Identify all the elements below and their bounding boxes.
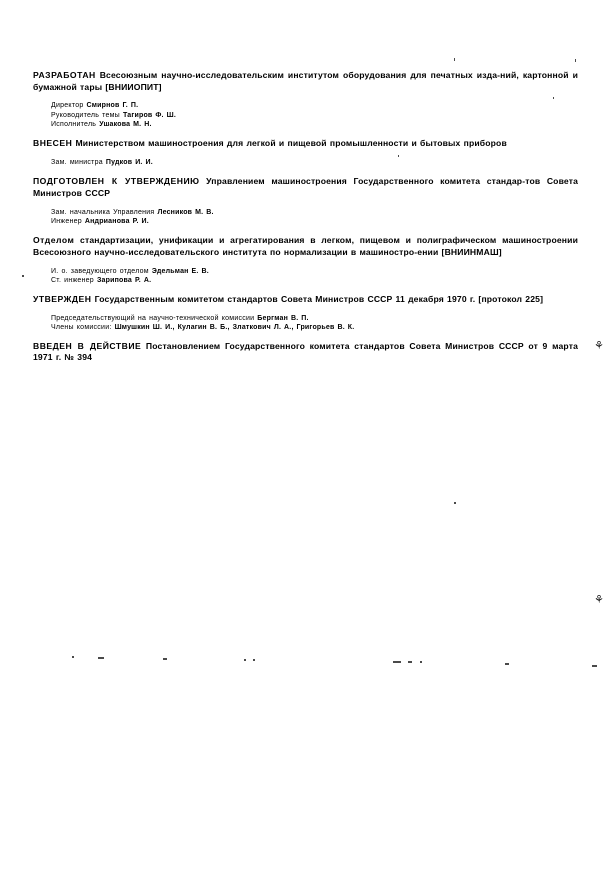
- section-razrabotan: [33, 70, 578, 93]
- signatory-name: Эдельман Е. В.: [151, 267, 209, 275]
- signatory-role: И. о. заведующего отделом: [51, 267, 149, 275]
- signatory-name: Лесников М. В.: [157, 208, 214, 216]
- list-item: [51, 267, 578, 276]
- signatory-role: Председательствующий на научно-технической комиссии: [51, 315, 255, 322]
- list-item: [51, 314, 578, 323]
- scan-speck: [72, 656, 74, 658]
- section-keyword: УТВЕРЖДЕН: [33, 294, 92, 305]
- signatory-role: Зам. министра: [51, 159, 103, 166]
- list-item: [51, 208, 578, 217]
- section-body: Всесоюзным научно-исследовательским институтом оборудования для печатных изда-ний, картонной и бумажной тары [ВНИИОПИТ]: [33, 70, 579, 92]
- signatory-list-razrabotan: [33, 101, 578, 129]
- section-body: Постановлением Государственного комитета стандартов Совета Министров СССР от 9 марта 1971 г. № 394: [33, 340, 579, 363]
- list-item: [51, 120, 578, 129]
- signatory-name: Андрианова Р. И.: [84, 218, 149, 225]
- signatory-name: Бергман В. П.: [257, 315, 309, 322]
- list-item: [51, 158, 578, 167]
- scan-speck: [592, 665, 597, 667]
- signatory-name: Ушакова М. Н.: [99, 121, 152, 128]
- section-body: стандартизации, унификации и агрегатирования в легком, пищевом и полиграфическом машиностроении Всесоюзного научно-исследовательского института по нормализации в машиностро-ении [ВНИИНМАШ]: [33, 235, 578, 257]
- scan-speck: [393, 661, 401, 663]
- scan-speck: [244, 659, 246, 661]
- signatory-role: Руководитель темы: [51, 111, 120, 119]
- signatory-name: Шмушкин Ш. И., Кулагин В. Б., Златкович Л. А., Григорьев В. К.: [114, 324, 355, 332]
- section-otdelom: [33, 235, 578, 258]
- scan-speck: [253, 659, 255, 661]
- scan-speck: [22, 275, 24, 277]
- list-item: [51, 323, 578, 332]
- section-keyword: Отделом: [33, 235, 75, 246]
- signatory-role: Ст. инженер: [51, 277, 94, 284]
- signatory-name: Пудков И. И.: [105, 159, 153, 166]
- signatory-role: Зам. начальника Управления: [51, 208, 155, 216]
- scan-speck: [408, 661, 412, 663]
- signatory-name: Тагиров Ф. Ш.: [122, 111, 177, 119]
- scan-speck: [98, 657, 104, 659]
- ink-smudge-artifact: ⚘: [594, 339, 604, 352]
- signatory-role: Инженер: [51, 218, 82, 225]
- section-utverzhden: [33, 294, 578, 306]
- signatory-list-utverzhden: [33, 314, 578, 333]
- section-podgotovlen: [33, 176, 578, 199]
- signatory-name: Смирнов Г. П.: [86, 102, 139, 110]
- ink-smudge-artifact: ⚘: [594, 593, 604, 606]
- signatory-role: Исполнитель: [51, 121, 97, 128]
- section-body: Управлением машиностроения Государственного комитета стандар-тов Совета Министров СССР: [33, 176, 578, 198]
- signatory-list-podgotovlen: [33, 208, 578, 227]
- section-keyword: ВВЕДЕН В ДЕЙСТВИЕ: [33, 340, 142, 351]
- section-body: Государственным комитетом стандартов Совета Министров СССР 11 декабря 1970 г. [протокол 225]: [94, 294, 544, 305]
- section-keyword: ВНЕСЕН: [33, 138, 73, 149]
- list-item: [51, 217, 578, 226]
- section-vveden: [33, 341, 578, 364]
- list-item: [51, 276, 578, 285]
- scan-speck: [420, 661, 422, 663]
- signatory-role: Члены комиссии:: [51, 324, 112, 332]
- section-vnesen: [33, 138, 578, 150]
- scan-speck: [454, 502, 456, 504]
- signatory-role: Директор: [51, 102, 84, 110]
- signatory-name: Зарипова Р. А.: [96, 277, 152, 284]
- section-keyword: РАЗРАБОТАН: [33, 70, 96, 80]
- section-keyword: ПОДГОТОВЛЕН К УТВЕРЖДЕНИЮ: [33, 176, 200, 187]
- list-item: [51, 111, 578, 120]
- scan-speck: [575, 59, 576, 62]
- scan-speck: [454, 58, 455, 61]
- scan-speck: [163, 658, 167, 660]
- section-body: Министерством машиностроения для легкой и пищевой промышленности и бытовых приборов: [75, 138, 507, 149]
- signatory-list-vnesen: [33, 158, 578, 167]
- scan-speck: [505, 663, 509, 665]
- list-item: [51, 101, 578, 110]
- signatory-list-otdelom: [33, 267, 578, 286]
- preface-content: [33, 70, 578, 364]
